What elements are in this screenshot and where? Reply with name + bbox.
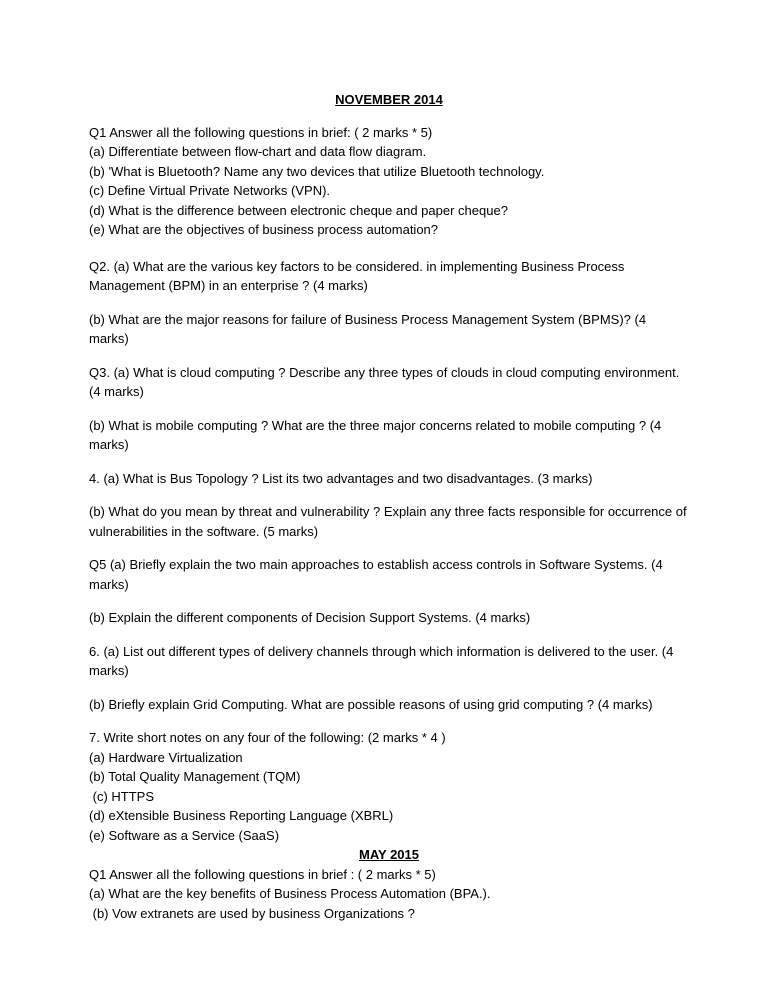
- nov2014-q1-item-b: (b) 'What is Bluetooth? Name any two devices that utilize Bluetooth technology.: [89, 163, 545, 179]
- nov2014-q3b: (b) What is mobile computing ? What are the three major concerns related to mobile computing ? (4 marks): [89, 417, 662, 452]
- nov2014-q6b: (b) Briefly explain Grid Computing. What are possible reasons of using grid computing ? (4 marks): [89, 696, 653, 712]
- nov2014-q1-item-c: (c) Define Virtual Private Networks (VPN).: [89, 183, 331, 198]
- document-content: [89, 90, 689, 923]
- nov2014-q7-item-b: (b) Total Quality Management (TQM): [89, 769, 301, 784]
- nov2014-q1: [89, 123, 689, 240]
- nov2014-q7-item-d: (d) eXtensible Business Reporting Language (XBRL): [89, 808, 394, 823]
- nov2014-q6a: 6. (a) List out different types of delivery channels through which information is delivered to the user. (4 marks): [89, 643, 674, 678]
- nov2014-q4b: (b) What do you mean by threat and vulnerability ? Explain any three facts responsible for occurrence of vulnerabilities in the software. (5 marks): [89, 504, 687, 539]
- nov2014-q1-item-e: (e) What are the objectives of business process automation?: [89, 222, 439, 237]
- may2015-q1-item-b: (b) Vow extranets are used by business Organizations ?: [89, 905, 415, 921]
- nov2014-q7-item-e: (e) Software as a Service (SaaS): [89, 827, 280, 843]
- heading-may-2015: MAY 2015: [359, 847, 419, 862]
- nov2014-q5a: Q5 (a) Briefly explain the two main approaches to establish access controls in Software Systems. (4 marks): [89, 557, 663, 592]
- nov2014-q1-title: Q1 Answer all the following questions in brief: ( 2 marks * 5): [89, 124, 433, 140]
- may2015-q1-title: Q1 Answer all the following questions in brief : ( 2 marks * 5): [89, 866, 436, 882]
- nov2014-q7-item-c: (c) HTTPS: [89, 788, 154, 804]
- nov2014-q1-item-d: (d) What is the difference between electronic cheque and paper cheque?: [89, 202, 508, 218]
- nov2014-q5b: (b) Explain the different components of Decision Support Systems. (4 marks): [89, 610, 531, 625]
- nov2014-q1-item-a: (a) Differentiate between flow-chart and data flow diagram.: [89, 144, 427, 159]
- nov2014-q7: [89, 728, 689, 845]
- may2015-q1-item-a: (a) What are the key benefits of Business Process Automation (BPA.).: [89, 886, 491, 901]
- may2015-q1: [89, 865, 689, 924]
- nov2014-q3a: Q3. (a) What is cloud computing ? Describe any three types of clouds in cloud computing environment. (4 marks): [89, 364, 680, 399]
- nov2014-q4a: 4. (a) What is Bus Topology ? List its two advantages and two disadvantages. (3 marks): [89, 470, 593, 486]
- nov2014-q7-item-a: (a) Hardware Virtualization: [89, 749, 243, 765]
- nov2014-q2a: Q2. (a) What are the various key factors to be considered. in implementing Business Process Management (BPM) in an enterprise ? (4 marks): [89, 258, 625, 293]
- nov2014-q2b: (b) What are the major reasons for failure of Business Process Management System (BPMS)? (4 marks): [89, 311, 647, 346]
- nov2014-q7-title: 7. Write short notes on any four of the following: (2 marks * 4 ): [89, 730, 446, 745]
- heading-november-2014: NOVEMBER 2014: [335, 92, 443, 107]
